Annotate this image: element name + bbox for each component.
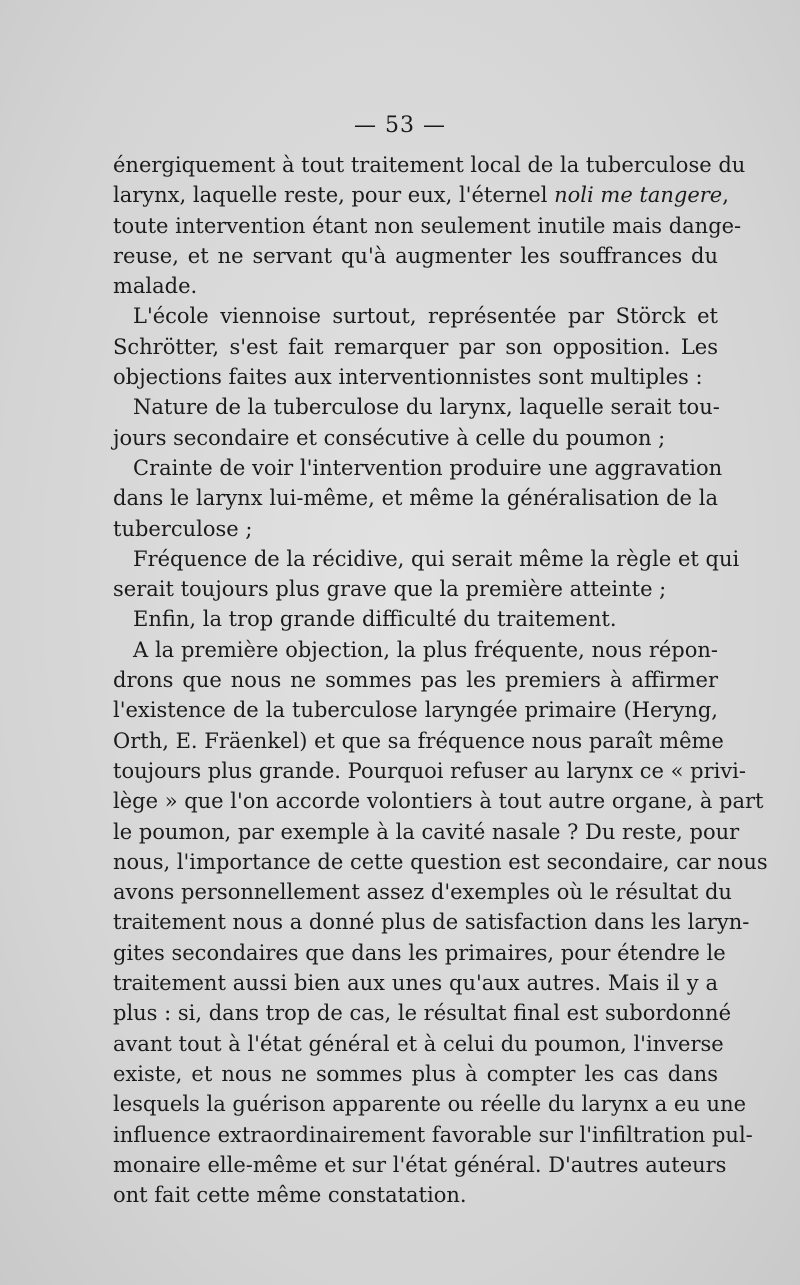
text-line: Nature de la tuberculose du larynx, laquelle serait tou-	[133, 395, 720, 420]
text-line: influence extraordinairement favorable sur l'infiltration pul-	[113, 1122, 753, 1147]
text-line: plus : si, dans trop de cas, le résultat final est subordonné	[113, 1001, 731, 1026]
italic-phrase: noli me tangere	[554, 183, 723, 208]
text-line: malade.	[113, 274, 198, 299]
text-line: serait toujours plus grave que la première atteinte ;	[113, 577, 667, 602]
text-line: l'existence de la tuberculose laryngée primaire (Heryng,	[113, 698, 718, 723]
text-line: dans le larynx lui-même, et même la généralisation de la	[113, 486, 718, 511]
text-line: reuse, et ne servant qu'à augmenter les souffrances du	[113, 243, 718, 268]
text-line: toujours plus grande. Pourquoi refuser au larynx ce « privi-	[113, 758, 746, 783]
text-line: Crainte de voir l'intervention produire une aggravation	[133, 455, 723, 480]
text-line: nous, l'importance de cette question est secondaire, car nous	[113, 849, 768, 874]
text-line: monaire elle-même et sur l'état général. D'autres auteurs	[113, 1152, 727, 1177]
text-line: gites secondaires que dans les primaires, pour étendre le	[113, 940, 726, 965]
text-line: avons personnellement assez d'exemples où le résultat du	[113, 880, 732, 905]
text-line: existe, et nous ne sommes plus à compter les cas dans	[113, 1061, 718, 1086]
body-text	[113, 150, 768, 1210]
text-line: objections faites aux interventionnistes sont multiples :	[113, 365, 703, 390]
text-line: traitement nous a donné plus de satisfaction dans les laryn-	[113, 910, 750, 935]
text-line: tuberculose ;	[113, 516, 253, 541]
text-line: L'école viennoise surtout, représentée par Störck et	[133, 304, 718, 329]
text-line: toute intervention étant non seulement inutile mais dange-	[113, 213, 742, 238]
text-line: traitement aussi bien aux unes qu'aux autres. Mais il y a	[113, 971, 718, 996]
text-line: énergiquement à tout traitement local de la tuberculose du	[113, 153, 746, 177]
text-line: Enfin, la trop grande difficulté du traitement.	[133, 607, 617, 632]
text-line: lège » que l'on accorde volontiers à tout autre organe, à part	[113, 789, 764, 814]
text-line: Orth, E. Fräenkel) et que sa fréquence nous paraît même	[113, 728, 724, 753]
text-line: lesquels la guérison apparente ou réelle du larynx a eu une	[113, 1092, 747, 1117]
text-line: avant tout à l'état général et à celui du poumon, l'inverse	[113, 1031, 724, 1056]
text-segment: ,	[722, 183, 729, 208]
text-line: Fréquence de la récidive, qui serait même la règle et qui	[133, 546, 740, 571]
text-line: le poumon, par exemple à la cavité nasale ? Du reste, pour	[113, 819, 740, 844]
text-line: drons que nous ne sommes pas les premiers à affirmer	[113, 668, 718, 693]
text-line: A la première objection, la plus fréquente, nous répon-	[133, 637, 718, 662]
text-line	[113, 180, 729, 210]
text-line: ont fait cette même constatation.	[113, 1183, 467, 1208]
text-line: Schrötter, s'est fait remarquer par son opposition. Les	[113, 334, 718, 359]
text-line: jours secondaire et consécutive à celle du poumon ;	[113, 425, 666, 450]
text-segment: larynx, laquelle reste, pour eux, l'éternel	[113, 183, 555, 208]
page-number: — 53 —	[354, 113, 446, 138]
